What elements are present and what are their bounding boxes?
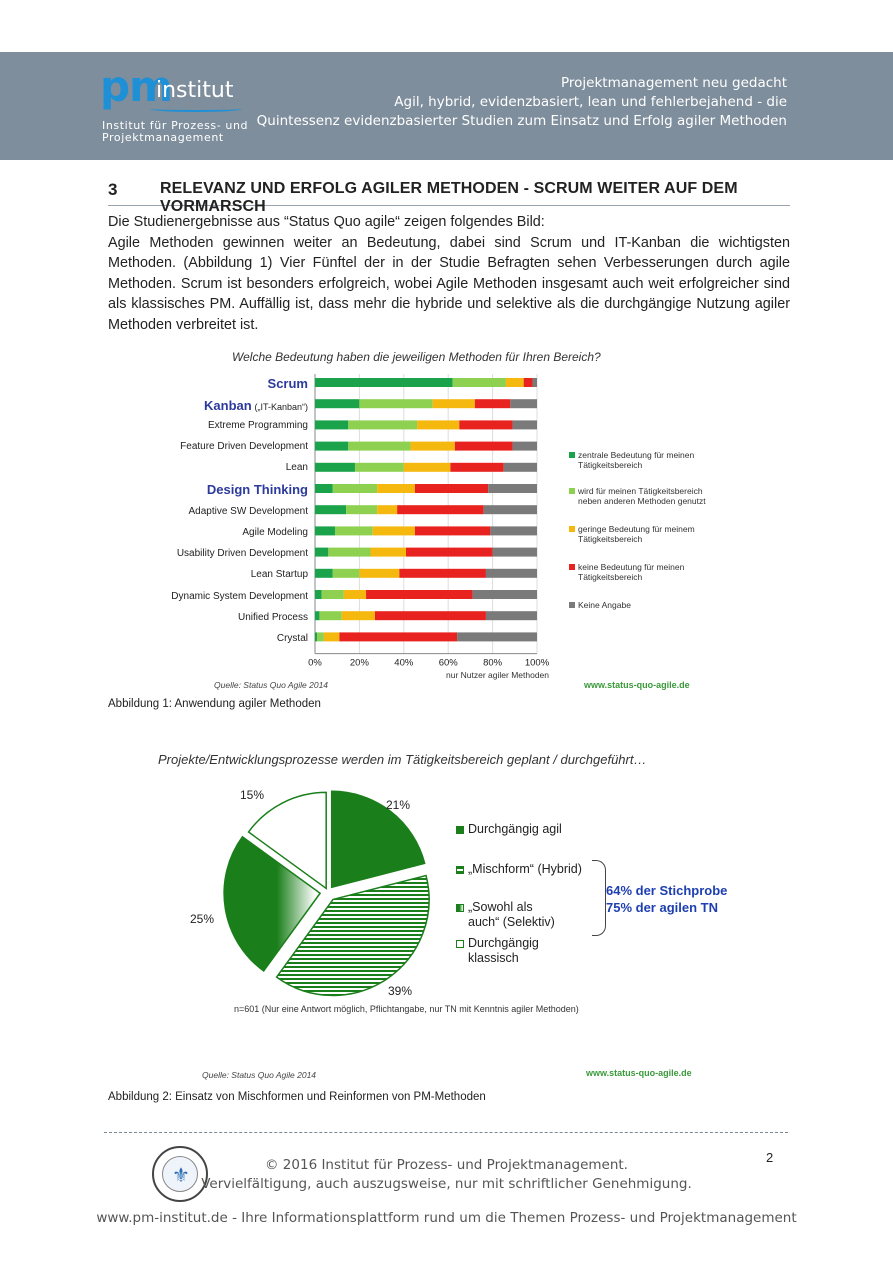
chart-2-title: Projekte/Entwicklungsprozesse werden im Tätigkeitsbereich geplant / durchgeführt… (158, 752, 647, 767)
pie-label-agil: 21% (386, 798, 411, 812)
legend-swatch-central (569, 452, 575, 458)
highlight-line-1: 64% der Stichprobe (606, 883, 728, 898)
bar-segment (488, 484, 537, 493)
category-label-design-thinking: Design Thinking (206, 482, 308, 497)
fleur-de-lis-icon: ⚜ (172, 1165, 190, 1187)
category-label-agile-modeling: Agile Modeling (242, 527, 308, 538)
legend-swatch-no-answer (569, 602, 575, 608)
bar-segment (315, 590, 322, 599)
bar-segment (355, 463, 404, 472)
top-margin (0, 0, 893, 52)
bar-segment (333, 484, 377, 493)
legend2-text-agil: Durchgängig agil (468, 822, 562, 836)
x-tick-label: 80% (483, 657, 503, 669)
bar-segment (504, 463, 537, 472)
bar-segment (524, 378, 533, 387)
legend2-swatch-selektiv (456, 904, 464, 912)
bar-segment (493, 548, 537, 557)
figure-1-caption: Abbildung 1: Anwendung agiler Methoden (108, 698, 321, 710)
legend2-item-selektiv (456, 900, 555, 930)
chart-1-title: Welche Bedeutung haben die jeweiligen Methoden für Ihren Bereich? (232, 350, 601, 364)
legend2-text-klassisch-1: Durchgängig (468, 936, 539, 950)
logo-subtitle (102, 120, 248, 144)
bar-segment (406, 548, 493, 557)
bar-segment (375, 611, 486, 620)
bar-segment (373, 526, 415, 535)
bar-segment (513, 420, 537, 429)
legend-item-no-answer (569, 600, 719, 610)
legend-swatch-used (569, 488, 575, 494)
legend2-text-klassisch-2: klassisch (468, 951, 519, 965)
legend-text-none-1: keine Bedeutung für meinen (578, 562, 685, 572)
legend2-swatch-agil (456, 826, 464, 834)
bar-segment (377, 484, 415, 493)
category-label-kanban-main: Kanban (204, 398, 252, 413)
bar-segment (506, 378, 524, 387)
bar-segment (410, 442, 454, 451)
bar-segment (319, 611, 341, 620)
legend-text-central-2: Tätigkeitsbereich (578, 460, 643, 470)
bar-segment (324, 632, 340, 641)
category-label-udd: Usability Driven Development (176, 548, 308, 559)
footer-rights-line: Vervielfältigung, auch auszugsweise, nur mit schriftlicher Genehmigung. (201, 1176, 692, 1192)
bar-segment (315, 569, 333, 578)
category-label-fdd: Feature Driven Development (180, 441, 308, 452)
bar-segment (328, 548, 370, 557)
legend-text-used-2: neben anderen Methoden genutzt (578, 496, 706, 506)
legend2-item-klassisch (456, 936, 539, 966)
chart-2-highlight (606, 882, 727, 916)
category-label-unified-process: Unified Process (237, 612, 308, 623)
pie-slice (332, 791, 425, 887)
highlight-line-2: 75% der agilen TN (606, 900, 718, 915)
bar-segment (335, 526, 373, 535)
bar-segment (475, 399, 511, 408)
bar-segment (315, 526, 335, 535)
legend-text-low-2: Tätigkeitsbereich (578, 534, 643, 544)
footer-tagline: www.pm-institut.de - Ihre Informationsplattform rund um die Themen Prozess- und Projektmanagement (96, 1210, 797, 1226)
bar-segment (513, 442, 537, 451)
x-tick-label: 20% (349, 657, 369, 669)
footer-divider (104, 1132, 788, 1133)
category-label-asd: Adaptive SW Development (188, 506, 308, 517)
bar-segment (315, 378, 453, 387)
category-label-lean: Lean (285, 462, 308, 473)
section-heading (108, 180, 790, 215)
chart-1-legend (569, 450, 719, 620)
footer-copyright-line: © 2016 Institut für Prozess- und Projektmanagement. (265, 1157, 628, 1173)
bar-segment (346, 505, 377, 514)
pm-institut-logo (100, 62, 260, 150)
bar-segment (404, 463, 451, 472)
section-title: RELEVANZ UND ERFOLG AGILER METHODEN - SCRUM WEITER AUF DEM VORMARSCH (160, 180, 738, 215)
chart-1-source: Quelle: Status Quo Agile 2014 (214, 680, 329, 690)
bar-segment (359, 399, 432, 408)
bar-segment (339, 632, 457, 641)
logo-swoosh (150, 106, 242, 112)
header-line-2: Agil, hybrid, evidenzbasiert, lean und fehlerbejahend - die (394, 94, 787, 110)
bar-segment (348, 420, 417, 429)
legend2-swatch-klassisch (456, 940, 464, 948)
bar-segment (486, 611, 537, 620)
category-label-lean-startup: Lean Startup (250, 569, 308, 580)
legend-text-used-1: wird für meinen Tätigkeitsbereich (578, 486, 703, 496)
bar-segment (342, 611, 375, 620)
legend-text-low-1: geringe Bedeutung für meinem (578, 524, 695, 534)
chart-1-xlabel: nur Nutzer agiler Methoden (446, 670, 550, 680)
logo-subtitle-line-2: Projektmanagement (102, 131, 224, 144)
bar-segment (457, 632, 537, 641)
legend-text-none-2: Tätigkeitsbereich (578, 572, 643, 582)
section-number: 3 (108, 180, 118, 199)
pie-label-selektiv: 25% (190, 912, 215, 926)
legend-brace (592, 860, 606, 936)
category-label-kanban-sub: („IT-Kanban“) (254, 402, 308, 412)
bar-segment (450, 463, 503, 472)
bar-segment (484, 505, 537, 514)
chart-2-note: n=601 (Nur eine Antwort möglich, Pflichtangabe, nur TN mit Kenntnis agiler Methoden) (234, 1004, 579, 1014)
bar-segment (473, 590, 537, 599)
legend-item-used (569, 486, 719, 514)
legend2-text-selektiv-1: „Sowohl als (468, 900, 533, 914)
bar-segment (315, 484, 333, 493)
bar-segment (315, 442, 348, 451)
category-label-dsdm: Dynamic System Development (171, 591, 308, 602)
bar-segment (315, 463, 355, 472)
legend-item-low (569, 524, 719, 552)
x-tick-label: 40% (394, 657, 414, 669)
bar-segment (315, 611, 319, 620)
legend-text-central-1: zentrale Bedeutung für meinen (578, 450, 695, 460)
pie-label-hybrid: 39% (388, 984, 413, 998)
intro-paragraph-1: Die Studienergebnisse aus “Status Quo agile“ zeigen folgendes Bild: (108, 214, 545, 230)
bar-segment (344, 590, 366, 599)
bar-segment (490, 526, 537, 535)
figure-2-caption: Abbildung 2: Einsatz von Mischformen und Reinformen von PM-Methoden (108, 1091, 486, 1103)
legend-swatch-none (569, 564, 575, 570)
bar-segment (377, 505, 397, 514)
legend-text-no-answer: Keine Angabe (578, 600, 631, 610)
bar-segment (359, 569, 399, 578)
legend-item-central (569, 450, 719, 476)
chart-2-pie (190, 774, 490, 1034)
legend-item-none (569, 562, 719, 590)
header-title (257, 74, 787, 131)
x-tick-label: 0% (308, 657, 322, 669)
bar-segment (366, 590, 473, 599)
bar-segment (399, 569, 486, 578)
bar-segment (315, 399, 359, 408)
legend2-item-agil (456, 822, 562, 837)
legend2-text-hybrid: „Mischform“ (Hybrid) (468, 862, 582, 876)
intro-text (108, 212, 790, 335)
bar-segment (417, 420, 459, 429)
bar-segment (333, 569, 360, 578)
bar-segment (397, 505, 484, 514)
page-number: 2 (766, 1150, 774, 1165)
bar-segment (459, 420, 512, 429)
bar-segment (415, 526, 490, 535)
figure-1-chart (160, 344, 720, 692)
bar-segment (453, 378, 506, 387)
logo-name: institut (156, 78, 234, 103)
x-tick-label: 60% (438, 657, 458, 669)
bar-segment (510, 399, 537, 408)
bar-segment (317, 632, 324, 641)
page-header (0, 52, 893, 160)
bar-segment (371, 548, 407, 557)
legend2-text-selektiv-2: auch“ (Selektiv) (468, 915, 555, 929)
chart-1-url: www.status-quo-agile.de (584, 680, 690, 690)
intro-paragraph-2: Agile Methoden gewinnen weiter an Bedeutung, dabei sind Scrum und IT-Kanban die wichtigsten Methoden. (Abbildung 1) Vier Fünftel der in der Studie Befragten sehen Verbesserungen durch agile Methoden. Scrum ist besonders erfolgreich, wobei Agile Methoden insgesamt auch weit erfolgreicher sind als klassisches PM. Auffällig ist, dass mehr die hybride und selektive als die durchgängige Nutzung agiler Methoden verbreitet ist. (108, 234, 790, 333)
x-tick-label: 100% (524, 657, 550, 669)
category-label-crystal: Crystal (276, 633, 308, 644)
category-label-xp: Extreme Programming (207, 420, 308, 431)
header-line-3: Quintessenz evidenzbasierter Studien zum Einsatz und Erfolg agiler Methoden (256, 113, 787, 129)
chart-2-url: www.status-quo-agile.de (586, 1068, 692, 1078)
bar-segment (348, 442, 410, 451)
legend-swatch-low (569, 526, 575, 532)
pie-label-klassisch: 15% (240, 788, 265, 802)
bar-segment (315, 632, 317, 641)
bar-segment (533, 378, 537, 387)
chart-2-source: Quelle: Status Quo Agile 2014 (202, 1070, 317, 1080)
logo-subtitle-line-1: Institut für Prozess- und (102, 119, 249, 132)
legend2-item-hybrid (456, 862, 582, 877)
header-line-1: Projektmanagement neu gedacht (560, 75, 787, 91)
bar-segment (315, 548, 328, 557)
bar-segment (315, 505, 346, 514)
legend2-swatch-hybrid (456, 866, 464, 874)
bar-segment (455, 442, 513, 451)
footer-copyright (0, 1156, 893, 1194)
bar-segment (486, 569, 537, 578)
figure-2-chart (150, 740, 750, 1090)
logo-pm: pm (100, 62, 172, 111)
bar-segment (315, 420, 348, 429)
bar-segment (415, 484, 488, 493)
bar-segment (433, 399, 475, 408)
bar-segment (322, 590, 344, 599)
category-label-scrum: Scrum (267, 376, 308, 391)
